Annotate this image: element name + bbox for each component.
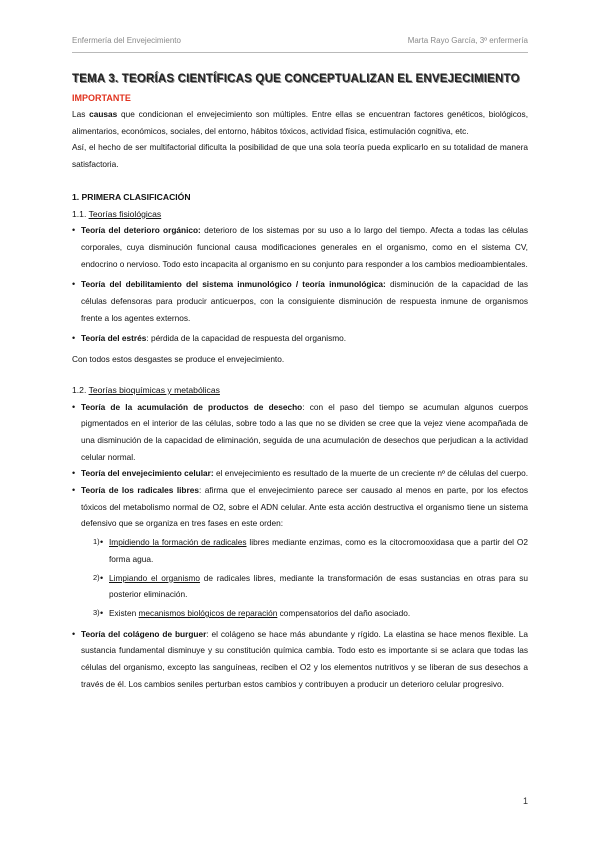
physiological-theories-list [72,222,528,347]
list-item: • Teoría del deterioro orgánico: deterioro de los sistemas por su uso a lo largo del tiempo. Afecta a todas las células corporales, cuya disminución funcional causa modificaciones generales en el organismo, como en el sistema CV, endocrino o nervioso. Todo esto incapacita al organismo en su conjunto para responder a los cambios medioambientales. [81,222,528,272]
phase-item: • 2) Limpiando el organismo de radicales libres, mediante la transformación de esas sustancias en otras para su posterior eliminación. [109,570,528,603]
causas-bold: causas [89,109,118,119]
phase-item: • 3) Existen mecanismos biológicos de reparación compensatorios del daño asociado. [109,605,528,622]
header-author: Marta Rayo García, 3º enfermería [407,36,528,45]
intro-paragraph-2: Así, el hecho de ser multifactorial dificulta la posibilidad de que una sola teoría pueda explicarlo en su totalidad de manera satisfactoria. [72,142,528,170]
biochemical-theories-list [72,399,528,693]
after-list-paragraph: Con todos estos desgastes se produce el envejecimiento. [72,354,285,365]
list-item: • Teoría del estrés: pérdida de la capacidad de respuesta del organismo. [81,330,528,347]
phase-item: • 1) Impidiendo la formación de radicales libres mediante enzimas, como es la citocromooxidasa que a partir del O2 forma agua. [109,534,528,567]
list-item: • Teoría del colágeno de burguer: el colágeno se hace más abundante y rígido. La elastina se hace menos flexible. La sustancia fundamental disminuye y su constitución química cambia. Todo esto es importante si se aclara que todas las células del organismo, excepto las sanguíneas, reciben el O2 y los elementos nutritivos y se liberan de sus desechos a través de él. Los cambios seniles perturban estos cambios y contribuyen a producir un deterioro celular progresivo. [81,626,528,693]
page-number: 1 [522,796,528,806]
defense-phases-list [81,534,528,622]
document-title: TEMA 3. TEORÍAS CIENTÍFICAS QUE CONCEPTUALIZAN EL ENVEJECIMIENTO [72,73,520,85]
list-item: • Teoría del debilitamiento del sistema inmunológico / teoría inmunológica: disminución de la capacidad de las células defensoras para producir anticuerpos, con la consiguiente disminución de respuesta inmune de organismos frente a los agentes externos. [81,276,528,326]
section-heading: 1. PRIMERA CLASIFICACIÓN [72,191,191,202]
intro-paragraph-1: Las causas que condicionan el envejecimiento son múltiples. Entre ellas se encuentran factores genéticos, biológicos, alimentarios, económicos, sociales, del entorno, hábitos tóxicos, actividad física, estimulación cognitiva, etc. [72,109,528,136]
document-body [72,72,528,697]
important-label: IMPORTANTE [72,93,131,103]
header-course: Enfermería del Envejecimiento [72,36,181,45]
header-rule [72,52,528,53]
list-item: • Teoría del envejecimiento celular: el envejecimiento es resultado de la muerte de un creciente nº de células del cuerpo. [81,465,528,482]
subsection-heading-1: 1.1. Teorías fisiológicas [72,208,162,219]
list-item: • Teoría de los radicales libres: afirma que el envejecimiento parece ser causado al menos en parte, por los efectos tóxicos del metabolismo normal de O2, sobre el ADN celular. Ante esta acción destructiva el organismo tiene un sistema defensivo que se organiza en tres fases en este orden: • 1) Impidiendo la formación de radicales libres mediante enzimas, como es la citocromooxidasa que a partir del O2 forma agua. • 2) Limpiando el organismo de radicales libres, mediante la transformación de esas sustancias en otras para su posterior eliminación. • 3) Existen mecanismos biológicos de reparación compensatorios del daño asociado. [81,482,528,622]
page-header [72,36,528,52]
subsection-heading-2: 1.2. Teorías bioquímicas y metabólicas [72,384,220,395]
list-item: • Teoría de la acumulación de productos de desecho: con el paso del tiempo se acumulan algunos cuerpos pigmentados en el interior de las células, sobre todo a las que no se dividen se cree que la vejez viene acompañada de una disminución de la capacidad de eliminación, seguida de una acumulación de desechos que perjudican a la actividad celular normal. [81,399,528,466]
